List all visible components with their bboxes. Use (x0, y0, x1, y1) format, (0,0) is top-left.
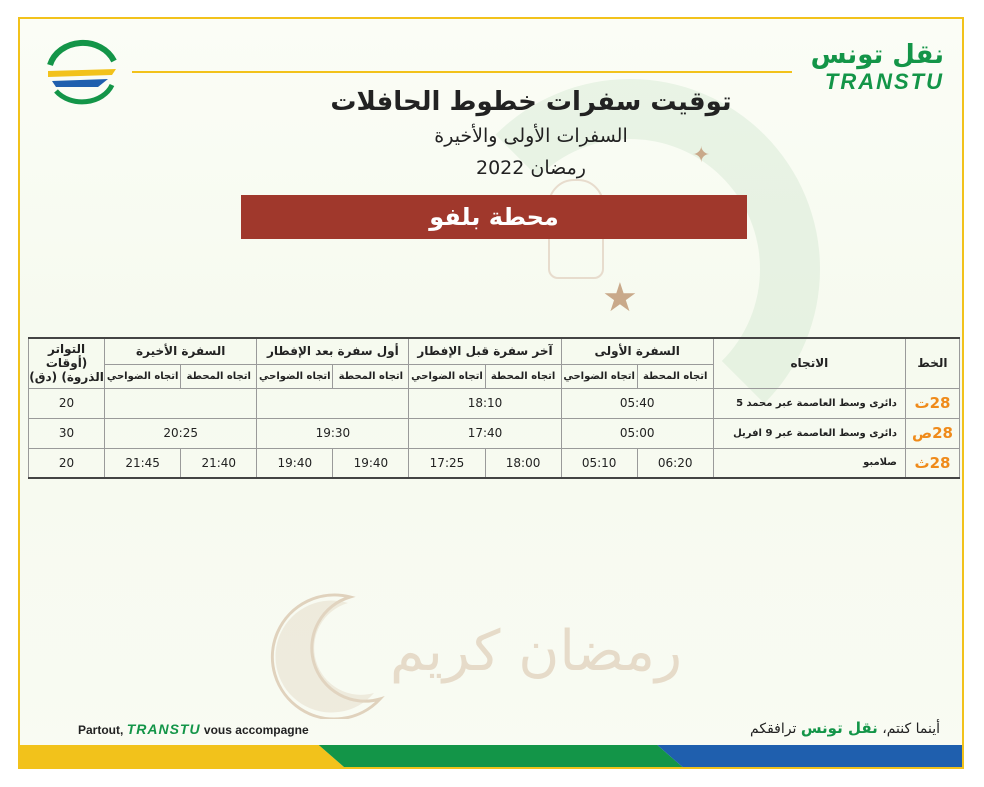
direction-cell: صلامبو (713, 448, 905, 478)
time-cell: 21:40 (181, 448, 257, 478)
brand-latin: TRANSTU (824, 69, 944, 94)
time-cell: 19:40 (333, 448, 409, 478)
slogan-suffix: vous accompagne (203, 723, 309, 737)
season-label: رمضان 2022 (476, 157, 586, 179)
time-cell: 06:20 (637, 448, 713, 478)
subheader-station: اتجاه المحطة (637, 364, 713, 388)
table-row (29, 418, 960, 448)
header-rule (132, 71, 792, 73)
frequency-cell: 30 (29, 418, 105, 448)
star-icon: ✦ (692, 143, 711, 168)
schedule-table (28, 337, 960, 479)
bottom-color-stripes (20, 745, 962, 769)
header-frequency: التواتر (أوقات الذروة) (دق) (29, 338, 105, 388)
slogan-prefix: أينما كنتم، (882, 721, 940, 737)
brand-arabic: نقل تونس (810, 40, 944, 70)
slogan-brand: نقل تونس (800, 719, 878, 737)
header-first-trip: السفرة الأولى (561, 338, 713, 364)
time-cell: 19:40 (257, 448, 333, 478)
time-cell: 05:40 (561, 388, 713, 418)
time-cell: 19:30 (257, 418, 409, 448)
slogan-prefix: Partout, (78, 723, 124, 737)
footer-slogan-arabic (750, 719, 940, 737)
ramadan-kareem-calligraphy: رمضان كريم (390, 619, 683, 684)
time-cell: 18:10 (409, 388, 561, 418)
slogan-suffix: ترافقكم (750, 721, 797, 737)
subheader-suburbs: اتجاه الضواحي (409, 364, 485, 388)
star-icon: ★ (602, 275, 638, 321)
time-cell: 05:00 (561, 418, 713, 448)
direction-cell: دائرى وسط العاصمة عبر محمد 5 (713, 388, 905, 418)
time-cell: 17:40 (409, 418, 561, 448)
time-cell: 20:25 (105, 418, 257, 448)
time-cell (257, 388, 409, 418)
subheader-station: اتجاه المحطة (485, 364, 561, 388)
page-title: توقيت سفرات خطوط الحافلات (330, 87, 732, 117)
subheader-suburbs: اتجاه الضواحي (105, 364, 181, 388)
line-code: 28ت (905, 388, 959, 418)
page-subtitle: السفرات الأولى والأخيرة (434, 125, 628, 147)
frequency-cell: 20 (29, 388, 105, 418)
header-line: الخط (905, 338, 959, 388)
time-cell: 17:25 (409, 448, 485, 478)
subheader-suburbs: اتجاه الضواحي (561, 364, 637, 388)
line-code: 28ص (905, 418, 959, 448)
time-cell (105, 388, 257, 418)
line-code: 28ث (905, 448, 959, 478)
header-last-trip: السفرة الأخيرة (105, 338, 257, 364)
direction-cell: دائرى وسط العاصمة عبر 9 افريل (713, 418, 905, 448)
header-last-before-iftar: آخر سفرة قبل الإفطار (409, 338, 561, 364)
slogan-brand: TRANSTU (126, 721, 201, 737)
table-row (29, 388, 960, 418)
frequency-cell: 20 (29, 448, 105, 478)
subheader-station: اتجاه المحطة (333, 364, 409, 388)
time-cell: 21:45 (105, 448, 181, 478)
footer-slogan-french (78, 721, 309, 737)
subheader-suburbs: اتجاه الضواحي (257, 364, 333, 388)
header-direction: الاتجاه (713, 338, 905, 388)
table-row (29, 448, 960, 478)
header-first-after-iftar: أول سفرة بعد الإفطار (257, 338, 409, 364)
poster-frame (18, 17, 964, 769)
time-cell: 18:00 (485, 448, 561, 478)
station-name-banner: محطة بلفو (241, 195, 747, 239)
time-cell: 05:10 (561, 448, 637, 478)
subheader-station: اتجاه المحطة (181, 364, 257, 388)
